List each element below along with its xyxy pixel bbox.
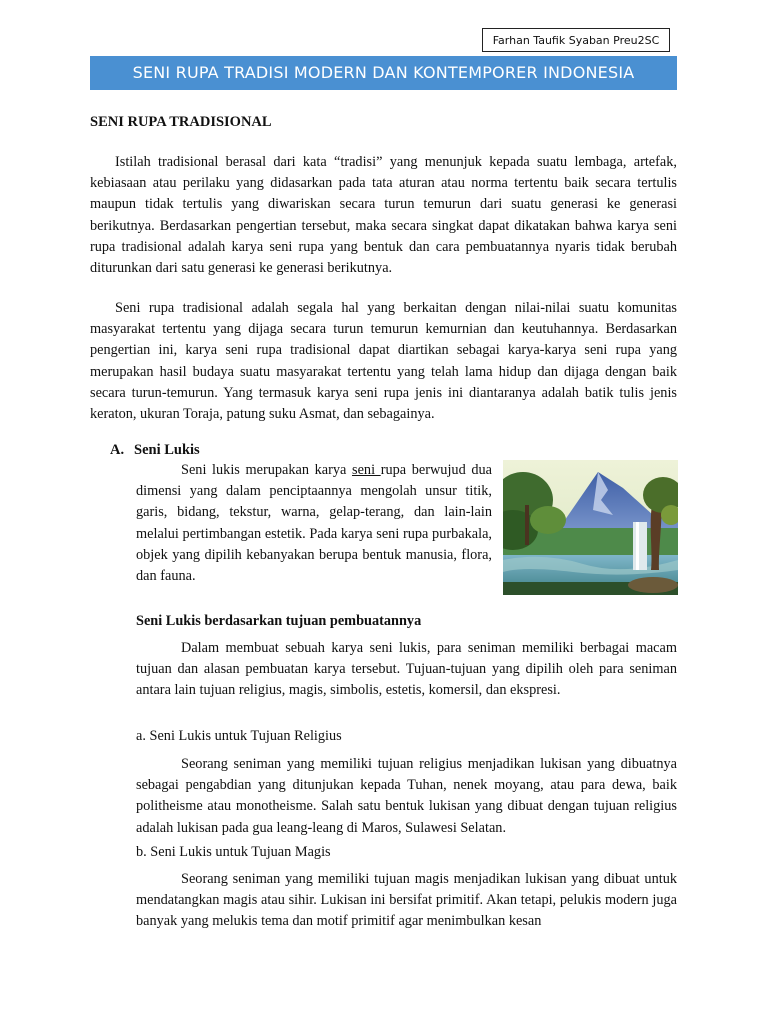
section-a-heading: A. Seni Lukis [110, 442, 200, 458]
paragraph-2: Seni rupa tradisional adalah segala hal yang berkaitan dengan nilai-nilai suatu komunitas masyarakat tertentu yang dijaga secara turun temurun kemurnian dan keutuhannya. Berdasarkan pengertian ini, karya seni rupa tradisional dapat diartikan sebagai karya-karya seni rupa yang merupakan hasil budaya suatu masyarakat tertentu yang telah lama hidup dan dijaga dengan baik secara turun-temurun. Yang termasuk karya seni rupa jenis ini diantaranya adalah batik tulis jenis keraton, ukuran Toraja, patung suku Asmat, dan sebagainya. [90, 300, 677, 423]
heading-magis: b. Seni Lukis untuk Tujuan Magis [136, 844, 331, 860]
author-box: Farhan Taufik Syaban Preu2SC [482, 28, 670, 52]
subheading-tujuan: Seni Lukis berdasarkan tujuan pembuatannya [136, 613, 422, 629]
paragraph-4: Seorang seniman yang memiliki tujuan religius menjadikan lukisan yang dibuatnya sebagai pengabdian yang ditunjukan kepada Tuhan, nenek moyang, atau para dewa, baik politheisme atau monotheisme. Salah satu bentuk lukisan yang dibuat dengan tujuan religius adalah lukisan pada gua leang-leang di Maros, Sulawesi Selatan. [136, 756, 677, 836]
banner-title: SENI RUPA TRADISI MODERN DAN KONTEMPORER INDONESIA [90, 56, 677, 90]
seni-link[interactable]: seni [352, 462, 381, 478]
paragraph-5: Seorang seniman yang memiliki tujuan magis menjadikan lukisan yang dibuat untuk mendatangkan magis atau sihir. Lukisan ini bersifat primitif. Akan tetapi, pelukis modern juga banyak yang melukis tema dan motif primitif agar menimbulkan kesan [136, 871, 677, 930]
section-heading: SENI RUPA TRADISIONAL [90, 114, 272, 130]
landscape-painting-image [503, 460, 678, 595]
seni-lukis-paragraph: Seni lukis merupakan karya seni rupa berwujud dua dimensi yang dalam penciptaannya mengolah unsur titik, garis, bidang, tekstur, warna, gelap-terang, dan lain-lain melalui pertimbangan estetik. Pada karya seni rupa purbakala, objek yang dipilih kebanyakan berupa bentuk manusia, flora, dan fauna. [136, 462, 492, 585]
paragraph-3: Dalam membuat sebuah karya seni lukis, para seniman memiliki berbagai macam tujuan dan alasan pembuatan karya tersebut. Tujuan-tujuan yang dipilih oleh para seniman antara lain tujuan religius, magis, simbolis, estetis, komersil, dan ekspresi. [136, 640, 677, 699]
heading-religius: a. Seni Lukis untuk Tujuan Religius [136, 728, 342, 744]
paragraph-1: Istilah tradisional berasal dari kata “tradisi” yang menunjuk kepada suatu lembaga, artefak, kebiasaan atau perilaku yang didasarkan pada tata aturan atau norma tertentu baik secara tertulis maupun tidak tertulis yang diwariskan secara turun temurun dari suatu generasi ke generasi berikutnya. Berdasarkan pengertian tersebut, maka secara singkat dapat dikatakan bahwa karya seni rupa tradisional adalah karya seni rupa yang bentuk dan cara pembuatannya nyaris tidak berubah diturunkan dari satu generasi ke generasi berikutnya. [90, 154, 677, 277]
